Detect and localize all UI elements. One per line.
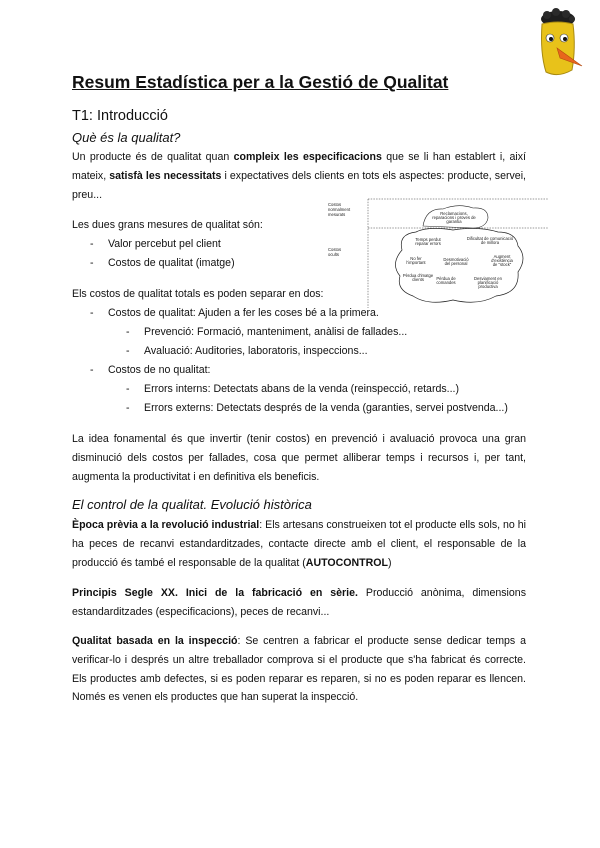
subheading-what-is-quality: Què és la qualitat? (72, 130, 181, 145)
svg-text:reparacions i proves de: reparacions i proves de (432, 215, 476, 220)
costs-heading: Els costos de qualitat totals es poden separar en dos: (72, 288, 324, 300)
list-item: - Avaluació: Auditories, laboratoris, inspeccions... (126, 345, 368, 357)
definition-bold: satisfà les necessitats (109, 169, 222, 182)
key-idea-paragraph: La idea fonamental és que invertir (tenir costos) en prevenció i avaluació provoca una gran disminució dels costos per fallades, cosa que permet alliberar temps i recursos i, per tant, augmenta la productivitat i en definitiva els beneficis. (72, 433, 526, 483)
list-item: - Errors interns: Detectats abans de la venda (reinspecció, retards...) (126, 383, 460, 395)
svg-text:reparar errors: reparar errors (415, 241, 441, 246)
svg-text:Costos: Costos (328, 247, 342, 252)
diagram-visible-costs-label (328, 202, 351, 217)
svg-text:del personal: del personal (444, 261, 468, 266)
svg-text:Desmotivació: Desmotivació (443, 257, 469, 262)
history-paragraph-inspection (72, 632, 526, 707)
list-item: - Errors externs: Detectats després de la venda (garanties, servei postvenda...) (126, 402, 508, 414)
list-item-text: Errors interns: Detectats abans de la venda (reinspecció, retards...) (144, 383, 460, 395)
document-title: Resum Estadística per a la Gestió de Qualitat (72, 72, 449, 92)
history-paragraph-mass-production (72, 584, 526, 622)
history-bold: Qualitat basada en la inspecció (72, 635, 238, 647)
history-bold: AUTOCONTROL (305, 556, 388, 569)
svg-text:Augment: Augment (493, 254, 511, 259)
svg-text:No fer: No fer (410, 256, 422, 261)
history-text: ) (388, 556, 392, 569)
diagram-hidden-costs-label (328, 247, 341, 257)
svg-text:de "stock": de "stock" (492, 262, 512, 267)
svg-text:comandes: comandes (436, 280, 456, 285)
svg-text:normalment: normalment (328, 207, 351, 212)
mascot-logo (530, 8, 586, 80)
list-item: - Prevenció: Formació, manteniment, anàlisi de fallades... (126, 326, 408, 338)
svg-text:garantia: garantia (446, 219, 462, 224)
history-text: Producció anònima, dimensions estandarditzades (especificacions), peces de recanvi... (72, 587, 526, 618)
svg-text:Pèrdua d'imatge: Pèrdua d'imatge (402, 273, 434, 278)
svg-text:mesurats: mesurats (328, 212, 346, 217)
list-item: - Valor percebut pel client (90, 238, 221, 250)
history-paragraph-preindustrial (72, 516, 526, 572)
definition-text: que se li han establert i, així mateix, (72, 151, 526, 182)
svg-text:clients: clients (412, 277, 424, 282)
history-text: : Els artesans construeixen tot el producte ells sols, no hi ha peces de recanvi estandarditzades, contacte directe amb el client, el responsable de la producció és també el responsable de la qualitat ( (72, 519, 526, 569)
list-item-text: Errors externs: Detectats després de la venda (garanties, servei postvenda...) (144, 402, 508, 414)
quality-costs-iceberg-diagram (328, 198, 548, 310)
history-bold: Principis Segle XX. Inici de la fabricació en sèrie. (72, 587, 358, 599)
list-item: - Costos de qualitat (imatge) (90, 257, 235, 269)
svg-text:l'important: l'important (406, 260, 426, 265)
definition-bold: compleix les especificacions (233, 151, 382, 163)
section-heading-introduction: T1: Introducció (72, 108, 168, 124)
svg-text:Costos: Costos (328, 202, 342, 207)
svg-text:Temps perdut: Temps perdut (415, 237, 441, 242)
subheading-quality-control-history: El control de la qualitat. Evolució històrica (72, 497, 312, 512)
svg-text:d'existència: d'existència (491, 258, 513, 263)
list-item-text: Costos de no qualitat: (108, 364, 211, 376)
list-item-text: Costos de qualitat: Ajuden a fer les coses bé a la primera. (108, 307, 379, 319)
list-item: - Costos de qualitat: Ajuden a fer les coses bé a la primera. (90, 307, 379, 319)
list-item-text: Valor percebut pel client (108, 238, 221, 250)
svg-text:Desviament en: Desviament en (474, 276, 502, 281)
definition-text: i expectatives dels clients en tots els aspectes: producte, servei, preu... (72, 169, 526, 201)
svg-text:Dificultat de comunicació: Dificultat de comunicació (466, 236, 514, 241)
history-text: : Se centren a fabricar el producte sense dedicar temps a verificar-lo i després un altre treballador comprova si el producte que s'ha fabricat és correcte. Els productes amb defectes, si es poden reparar es reparen, si no es poden reparar es llencen. Només es venen els productes que han superat la inspecció. (72, 635, 526, 704)
svg-text:de millora: de millora (480, 240, 500, 245)
svg-text:ocults: ocults (328, 252, 339, 257)
definition-text: Un producte és de qualitat quan (72, 151, 234, 163)
svg-text:Reclamacions,: Reclamacions, (440, 211, 468, 216)
list-item: - Costos de no qualitat: (90, 364, 211, 376)
svg-text:Pèrdua de: Pèrdua de (436, 276, 456, 281)
history-bold: Època prèvia a la revolució industrial (72, 519, 260, 531)
svg-text:planificació: planificació (477, 280, 499, 285)
svg-text:productiva: productiva (478, 284, 498, 289)
measures-heading: Les dues grans mesures de qualitat són: (72, 219, 263, 231)
list-item-text: Avaluació: Auditories, laboratoris, inspeccions... (144, 345, 368, 357)
list-item-text: Costos de qualitat (imatge) (108, 257, 235, 269)
list-item-text: Prevenció: Formació, manteniment, anàlisi de fallades... (144, 326, 408, 338)
quality-definition-paragraph (72, 148, 526, 204)
